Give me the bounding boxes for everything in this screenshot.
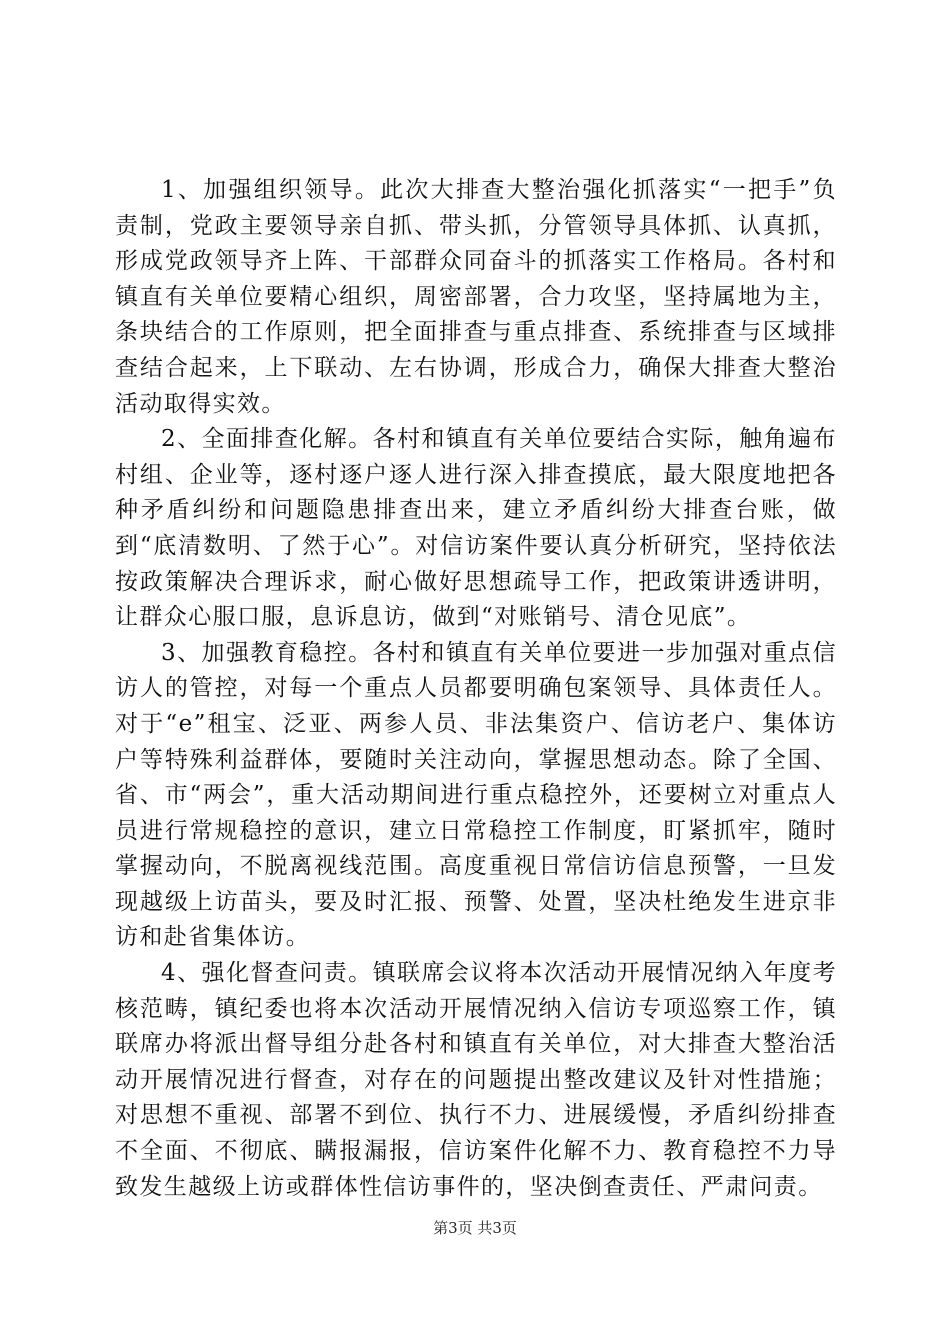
paragraph-3: 3、加强教育稳控。各村和镇直有关单位要进一步加强对重点信访人的管控，对每一个重点人员都要明确包案领导、具体责任人。对于“e”租宝、泛亚、两参人员、非法集资户、信访老户、集体访户等特殊利益群体，要随时关注动向，掌握思想动态。除了全国、省、市“两会”，重大活动期间进行重点稳控外，还要树立对重点人员进行常规稳控的意识，建立日常稳控工作制度，盯紧抓牢，随时掌握动向，不脱离视线范围。高度重视日常信访信息预警，一旦发现越级上访苗头，要及时汇报、预警、处置，坚决杜绝发生进京非访和赴省集体访。 [115, 639, 837, 951]
paragraph-4: 4、强化督查问责。镇联席会议将本次活动开展情况纳入年度考核范畴，镇纪委也将本次活动开展情况纳入信访专项巡察工作，镇联席办将派出督导组分赴各村和镇直有关单位，对大排查大整治活动开展情况进行督查，对存在的问题提出整改建议及针对性措施；对思想不重视、部署不到位、执行不力、进展缓慢，矛盾纠纷排查不全面、不彻底、瞒报漏报，信访案件化解不力、教育稳控不力导致发生越级上访或群体性信访事件的，坚决倒查责任、严肃问责。 [115, 960, 837, 1200]
page-footer: 第3页 共3页 [433, 1219, 517, 1237]
paragraph-2: 2、全面排查化解。各村和镇直有关单位要结合实际，触角遍布村组、企业等，逐村逐户逐人进行深入排查摸底，最大限度地把各种矛盾纠纷和问题隐患排查出来，建立矛盾纠纷大排查台账，做到“底清数明、了然于心”。对信访案件要认真分析研究，坚持依法按政策解决合理诉求，耐心做好思想疏导工作，把政策讲透讲明，让群众心服口服，息诉息访，做到“对账销号、清仓见底”。 [115, 426, 837, 631]
document-body [115, 173, 837, 1205]
paragraph-1: 1、加强组织领导。此次大排查大整治强化抓落实“一把手”负责制，党政主要领导亲自抓、带头抓，分管领导具体抓、认真抓，形成党政领导齐上阵、干部群众同奋斗的抓落实工作格局。各村和镇直有关单位要精心组织，周密部署，合力攻坚，坚持属地为主，条块结合的工作原则，把全面排查与重点排查、系统排查与区域排查结合起来，上下联动、左右协调，形成合力，确保大排查大整治活动取得实效。 [115, 177, 837, 417]
